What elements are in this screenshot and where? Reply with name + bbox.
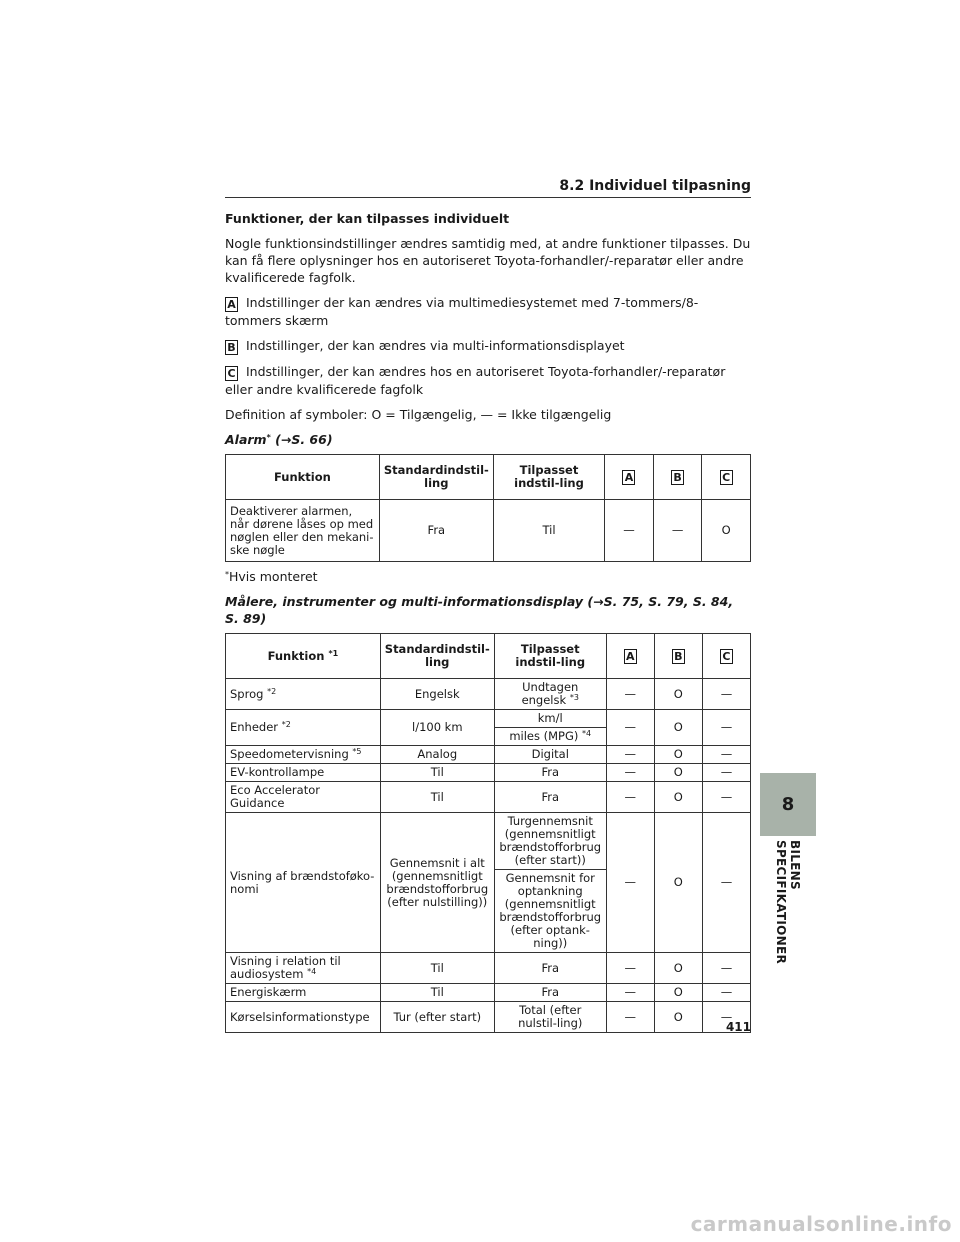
legend-a <box>225 294 751 329</box>
table-row: EV-kontrollampe Til Fra — O — <box>226 764 751 782</box>
table-row: Visning i relation til audiosystem $^{*4}$ Til Fra — O — <box>226 953 751 984</box>
table-row: Eco Accelerator Guidance Til Fra — O — <box>226 782 751 813</box>
badge-b: B <box>225 340 238 355</box>
section-header: 8.2 Individuel tilpasning <box>225 178 751 198</box>
meters-table <box>225 633 751 1033</box>
symbols-definition: Definition af symboler: O = Tilgængelig, — = Ikke tilgængelig <box>225 407 612 422</box>
table-row: miles (MPG) $^{*4}$ <box>226 728 751 746</box>
badge-a: A <box>225 297 238 312</box>
chapter-label: BILENS SPECIFIKATIONER <box>774 840 802 965</box>
table-row: Energiskærm Til Fra — O — <box>226 984 751 1002</box>
col-c: C <box>702 455 751 500</box>
table-row: Gennemsnit for optankning (gennemsnitligt brændstofforbrug (efter optank-ning)) <box>226 870 751 953</box>
table-row: Sprog $^{*2}$ Engelsk Undtagen engelsk $^{*3}$ — O — <box>226 679 751 710</box>
legend-c <box>225 363 751 398</box>
chapter-tab[interactable]: 8 <box>760 773 816 836</box>
col-tilpasset: Tilpasset indstil-ling <box>493 455 604 500</box>
badge-c: C <box>225 366 238 381</box>
intro-paragraph: Nogle funktionsindstillinger ændres samtidig med, at andre funktioner tilpasses. Du kan få flere oplysninger hos en autoriseret Toyota-forhandler/-reparatør eller andre kvalificerede fagfolk. <box>225 236 751 285</box>
col-c: C <box>702 634 750 679</box>
page-number: 411 <box>725 1020 751 1034</box>
table-row: Kørselsinformationstype Tur (efter start) Total (efter nulstil-ling) — O — <box>226 1002 751 1033</box>
col-tilpasset: Tilpasset indstil-ling <box>494 634 606 679</box>
legend-b-text: Indstillinger, der kan ændres via multi-informationsdisplayet <box>246 338 625 353</box>
legend-c-text: Indstillinger, der kan ændres hos en autoriseret Toyota-forhandler/-reparatør eller andre kvalificerede fagfolk <box>225 364 726 397</box>
alarm-title: Alarm* (→S. 66) <box>225 432 333 447</box>
footnote: *Hvis monteret <box>225 569 318 584</box>
watermark: carmanualsonline.info <box>690 1212 952 1236</box>
col-standard: Standardindstil-ling <box>379 455 493 500</box>
col-standard: Standardindstil-ling <box>380 634 494 679</box>
legend-b <box>225 337 751 355</box>
alarm-header-row <box>226 455 751 500</box>
col-funktion: Funktion <box>226 455 380 500</box>
meters-title: Målere, instrumenter og multi-informationsdisplay (→S. 75, S. 79, S. 84, S. 89) <box>225 594 734 626</box>
section-heading: Funktioner, der kan tilpasses individuelt <box>225 211 510 226</box>
meters-header-row <box>226 634 751 679</box>
table-row: Enheder $^{*2}$ l/100 km km/l — O — <box>226 710 751 728</box>
col-b: B <box>653 455 702 500</box>
legend-a-text: Indstillinger der kan ændres via multimediesystemet med 7-tommers/8-tommers skærm <box>225 295 699 328</box>
page-content <box>225 210 751 1033</box>
col-a: A <box>606 634 654 679</box>
col-funktion: Funktion $^{*1}$ <box>226 634 381 679</box>
col-b: B <box>654 634 702 679</box>
table-row: Speedometervisning $^{*5}$ Analog Digital — O — <box>226 746 751 764</box>
col-a: A <box>605 455 654 500</box>
table-row: Visning af brændstoføko-nomi Gennemsnit i alt (gennemsnitligt brændstofforbrug (efter nulstilling)) Turgennemsnit (gennemsnitligt brændstofforbrug (efter start)) — O — <box>226 813 751 870</box>
table-row: Deaktiverer alarmen, når dørene låses op med nøglen eller den mekani-ske nøgle Fra Til — — O <box>226 500 751 562</box>
alarm-table <box>225 454 751 562</box>
